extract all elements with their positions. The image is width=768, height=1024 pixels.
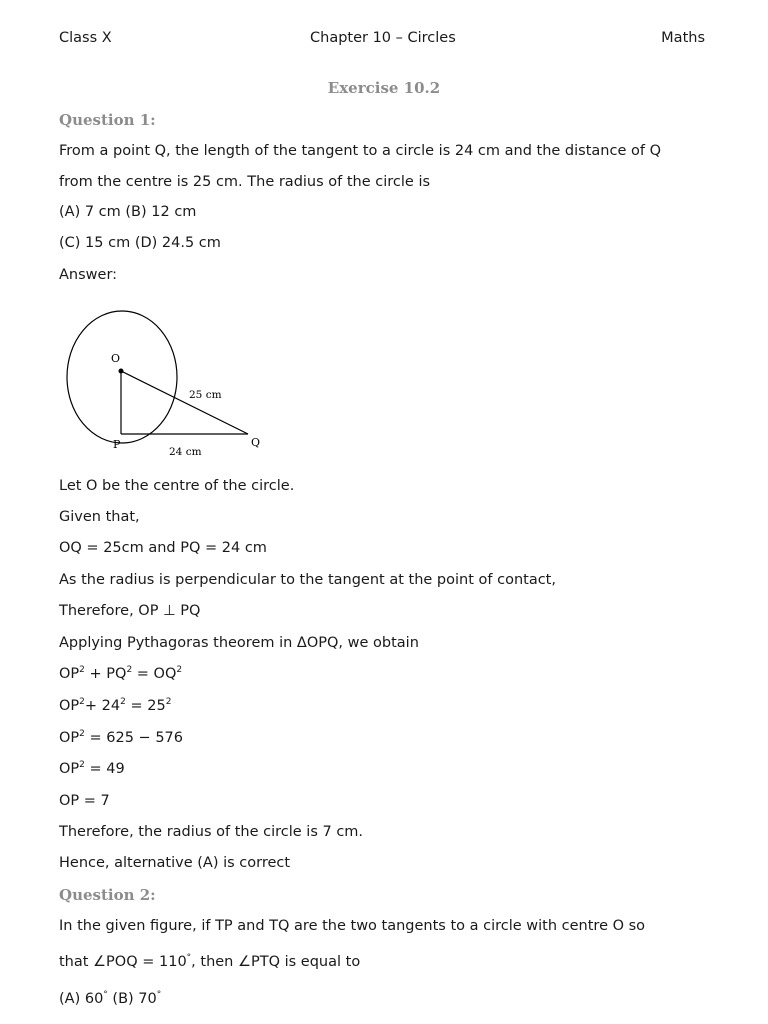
header-subject: Maths <box>661 30 705 46</box>
solution-line-2: Given that, <box>59 509 140 525</box>
solution-line-4: As the radius is perpendicular to the tangent at the point of contact, <box>59 572 556 588</box>
solution-line-5: Therefore, OP ⊥ PQ <box>59 603 201 619</box>
question-1-title: Question 1: <box>59 111 156 129</box>
solution-line-11: OP = 7 <box>59 793 110 809</box>
centre-point <box>119 369 124 374</box>
solution-line-1: Let O be the centre of the circle. <box>59 478 295 494</box>
question-2-text-line-1: In the given figure, if TP and TQ are the two tangents to a circle with centre O so <box>59 918 646 934</box>
label-p: P <box>113 438 121 451</box>
equation-2: $OP^2+ 24^2 = 25^2$ <box>59 697 172 714</box>
page-header <box>59 30 705 50</box>
question-2-options: (A) 60° (B) 70° <box>59 990 162 1007</box>
header-chapter: Chapter 10 – Circles <box>310 30 456 46</box>
tangent-circle-figure <box>55 298 275 463</box>
label-q: Q <box>251 436 261 449</box>
question-1-text-line-2: from the centre is 25 cm. The radius of the circle is <box>59 174 431 190</box>
exercise-title: Exercise 10.2 <box>327 79 441 97</box>
equation-3: $OP^2 = 625 - 576$ <box>59 729 183 746</box>
circle <box>67 311 177 443</box>
solution-line-6: Applying Pythagoras theorem in ΔOPQ, we obtain <box>59 635 419 651</box>
hypotenuse-oq <box>121 371 248 434</box>
equation-4: $OP^2 = 49$ <box>59 760 125 777</box>
question-2-text-line-2: that ∠POQ = 110°, then ∠PTQ is equal to <box>59 953 361 970</box>
question-1-options-1: (A) 7 cm (B) 12 cm <box>59 204 197 220</box>
equation-1: $OP^2 + PQ^2 = OQ^2$ <box>59 665 183 682</box>
question-1-options-2: (C) 15 cm (D) 24.5 cm <box>59 235 221 251</box>
solution-line-3: OQ = 25cm and PQ = 24 cm <box>59 540 267 556</box>
question-1-text-line-1: From a point Q, the length of the tangent to a circle is 24 cm and the distance of Q <box>59 143 661 159</box>
label-tangent-length: 24 cm <box>169 446 202 458</box>
solution-line-13: Hence, alternative (A) is correct <box>59 855 291 871</box>
question-2-title: Question 2: <box>59 886 156 904</box>
header-class: Class X <box>59 30 112 46</box>
label-o: O <box>111 352 121 365</box>
label-hypotenuse-length: 25 cm <box>189 389 222 401</box>
solution-line-12: Therefore, the radius of the circle is 7 cm. <box>59 824 364 840</box>
answer-label: Answer: <box>59 267 118 283</box>
